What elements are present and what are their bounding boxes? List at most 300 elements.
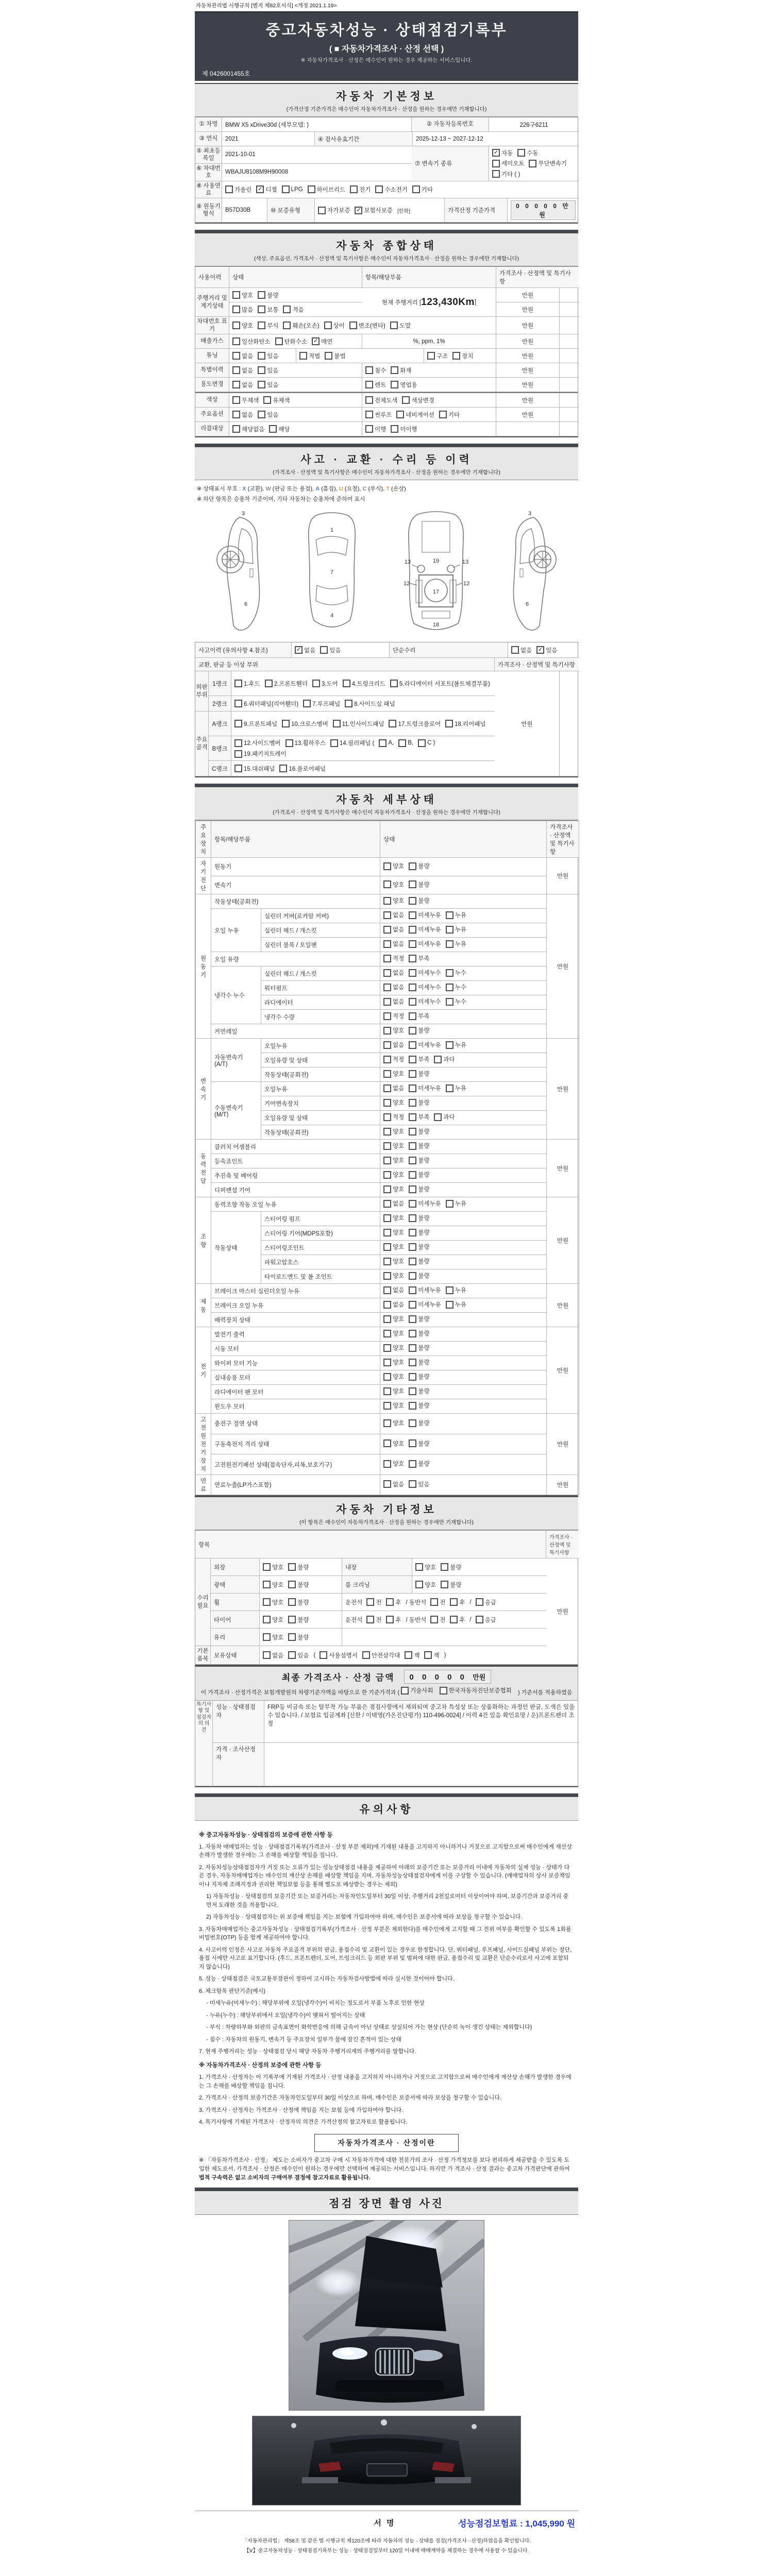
- checkbox-한국자동차진단보증협회[interactable]: 한국자동차진단보증협회: [440, 1686, 512, 1694]
- checkbox-양호[interactable]: [232, 291, 253, 299]
- checkbox-label: 미세누유: [418, 941, 441, 948]
- checkbox-불량[interactable]: [288, 1581, 309, 1589]
- checkbox-icon: [383, 1419, 391, 1427]
- checkbox-icon: [409, 1301, 416, 1309]
- checkbox-수소전기[interactable]: [375, 185, 407, 194]
- checkbox-적정[interactable]: [383, 1012, 404, 1020]
- checkbox-일산화탄소[interactable]: [232, 337, 271, 346]
- checkbox-불량[interactable]: [409, 1401, 429, 1410]
- checkbox-7.루프패널[interactable]: [303, 700, 340, 708]
- checkbox-LPG[interactable]: [282, 185, 303, 193]
- checkbox-과다[interactable]: [434, 1055, 455, 1063]
- checkbox-양호[interactable]: [383, 1401, 404, 1410]
- rankA-row: [209, 711, 495, 736]
- checkbox-icon: [409, 998, 416, 1006]
- checkbox-icon: [405, 1651, 412, 1659]
- checkbox-누유[interactable]: [446, 925, 466, 934]
- checkbox-양호[interactable]: [383, 1156, 404, 1164]
- state-options-브레이크 마스터 실린더오일 누유: [380, 1284, 547, 1298]
- final-price-block: [195, 1666, 578, 1701]
- checkbox-불량[interactable]: [409, 1171, 429, 1179]
- checkbox-없음[interactable]: [232, 352, 253, 360]
- checkbox-양호[interactable]: [383, 1243, 404, 1251]
- checkbox-불량[interactable]: [409, 1098, 429, 1107]
- checkbox-17.트렁크플로어[interactable]: [389, 720, 441, 728]
- checkbox-불량[interactable]: [409, 1026, 429, 1035]
- checkbox-자가보증[interactable]: [318, 206, 350, 214]
- checkbox-구조[interactable]: [427, 352, 448, 360]
- checkbox-미세누수[interactable]: [409, 983, 441, 991]
- checkbox-icon: [409, 1387, 416, 1395]
- checkbox-전기[interactable]: [350, 185, 371, 194]
- checkbox-미세누유[interactable]: [409, 1041, 441, 1049]
- checkbox-양호[interactable]: [383, 1070, 404, 1078]
- checkbox-13.휠하우스[interactable]: [285, 739, 326, 747]
- checkbox-적법[interactable]: [299, 352, 320, 360]
- checkbox-icon: [446, 940, 453, 948]
- checkbox-양호[interactable]: [383, 1329, 404, 1337]
- checkbox-양호[interactable]: [383, 1257, 404, 1265]
- checkbox-양호[interactable]: [383, 1228, 404, 1236]
- checkbox-불량[interactable]: [409, 1315, 429, 1323]
- checkbox-유채색[interactable]: [263, 396, 290, 404]
- checkbox-불량[interactable]: [409, 1419, 429, 1427]
- checkbox-불량[interactable]: [409, 1214, 429, 1222]
- checkbox-label: 적정: [393, 1057, 405, 1063]
- checkbox-후[interactable]: [450, 1598, 465, 1606]
- checkbox-세미오토[interactable]: [492, 159, 524, 167]
- checkbox-썬루프[interactable]: [365, 411, 392, 419]
- checkbox-불량[interactable]: [409, 862, 429, 870]
- checkbox-없음[interactable]: [232, 381, 253, 389]
- checkbox-양호[interactable]: [383, 862, 404, 870]
- checkbox-없음[interactable]: [383, 997, 404, 1006]
- checkbox-불량[interactable]: [409, 1156, 429, 1164]
- item-파워고압호스: 파워고압호스: [261, 1255, 380, 1269]
- checkbox-icon: [415, 1581, 423, 1588]
- checkbox-누유[interactable]: [446, 1041, 466, 1049]
- checkbox-icon: [409, 1460, 416, 1468]
- checkbox-변조(변타)[interactable]: [349, 321, 385, 330]
- field-engine-type-value: B57D30B: [222, 198, 267, 223]
- checkbox-자동[interactable]: [492, 149, 513, 157]
- checkbox-B,[interactable]: [398, 739, 413, 747]
- damage-code-A: A: [315, 486, 320, 492]
- checkbox-5.라디에이터 서포트(볼트체결부품)[interactable]: [390, 680, 490, 688]
- checkbox-미세누유[interactable]: [409, 911, 441, 919]
- checkbox-icon: [409, 911, 416, 919]
- checkbox-양호[interactable]: [383, 880, 404, 889]
- checkbox-없음[interactable]: [383, 1041, 404, 1049]
- checkbox-불량[interactable]: [409, 1185, 429, 1193]
- field-first-reg-label: ⑤ 최초등록일: [195, 146, 222, 164]
- etc-title: 자동차 기타정보: [336, 1504, 437, 1516]
- checkbox-label: 네비게이션: [406, 412, 434, 418]
- checkbox-불량[interactable]: [409, 1243, 429, 1251]
- checkbox-불량[interactable]: [288, 1616, 309, 1624]
- checkbox-가솔린[interactable]: [225, 185, 251, 194]
- checkbox-누유[interactable]: [446, 911, 466, 919]
- checkbox-사용설명서[interactable]: [320, 1651, 358, 1659]
- state-options-브레이크 오일 누유: [380, 1298, 547, 1313]
- checkbox-누유[interactable]: [446, 1300, 466, 1309]
- checkbox-icon: [234, 750, 242, 758]
- checkbox-불량[interactable]: [409, 1070, 429, 1078]
- inspection-photo-rear: [252, 2416, 521, 2505]
- checkbox-네비게이션[interactable]: [396, 411, 434, 419]
- sub-label-자동변속기 (A/T): 자동변속기 (A/T): [211, 1039, 261, 1082]
- checkbox-누유[interactable]: [446, 1286, 466, 1294]
- checkbox-미이행[interactable]: [391, 425, 417, 433]
- checkbox-없음[interactable]: [263, 1651, 283, 1659]
- field-engine-type-label: ⑨ 원동기형식: [195, 198, 222, 223]
- etc-roomcleaning-label: 룸 크리닝: [342, 1576, 412, 1594]
- checkbox-icon: [409, 1419, 416, 1427]
- checkbox-적정[interactable]: [383, 954, 404, 962]
- checkbox-불량[interactable]: [409, 896, 429, 905]
- checkbox-기타[interactable]: [439, 411, 460, 419]
- checkbox-6.쿼터패널(리어휀더)[interactable]: [234, 700, 298, 708]
- checkbox-없음[interactable]: [232, 366, 253, 375]
- checkbox-15.대쉬패널[interactable]: [234, 765, 275, 773]
- form-reference: 자동차관리법 시행규칙 [별지 제82호서식] <개정 2021.1.19>: [196, 3, 337, 9]
- checkbox-icon: [383, 1099, 391, 1107]
- checkbox-색상변경[interactable]: [402, 396, 434, 404]
- checkbox-전체도색[interactable]: [365, 396, 397, 404]
- checkbox-양호[interactable]: [383, 1315, 404, 1323]
- checkbox-label: 장치: [462, 353, 474, 360]
- checkbox-없음[interactable]: [511, 646, 532, 654]
- checkbox-없음[interactable]: [383, 925, 404, 934]
- checkbox-불량[interactable]: [441, 1581, 461, 1589]
- checkbox-불량[interactable]: [409, 1439, 429, 1448]
- notice-item: - 침수 : 자동차의 원동기, 변속기 등 주요장치 일부가 물에 잠긴 흔적이 있는 상태: [206, 2036, 401, 2043]
- checkbox-label: 기타: [421, 187, 433, 193]
- checkbox-불량[interactable]: [409, 1257, 429, 1265]
- checkbox-불량[interactable]: [409, 1272, 429, 1280]
- checkbox-이행[interactable]: [365, 425, 386, 433]
- checkbox-영업용[interactable]: [391, 381, 417, 389]
- checkbox-양호[interactable]: [383, 896, 404, 905]
- checkbox-미세누수[interactable]: [409, 969, 441, 977]
- checkbox-양호[interactable]: [383, 1344, 404, 1352]
- checkbox-불량[interactable]: [409, 1228, 429, 1236]
- field-inspection-value: 2025-12-13 ~ 2027-12-12: [413, 132, 579, 146]
- checkbox-불량[interactable]: [409, 1344, 429, 1352]
- checkbox-무단변속기[interactable]: [529, 159, 567, 167]
- notice-title: 유의사항: [359, 1803, 414, 1816]
- checkbox-label: 양호: [393, 898, 405, 905]
- checkbox-미세누유[interactable]: [409, 940, 441, 948]
- checkbox-응급[interactable]: [476, 1598, 496, 1606]
- checkbox-14.필러패널 ([interactable]: [330, 739, 374, 747]
- price-cell: 만원: [495, 671, 560, 776]
- item-실내송풍 모터: 실내송풍 모터: [211, 1370, 380, 1385]
- checkbox-많음[interactable]: [232, 306, 253, 314]
- checkbox-불량[interactable]: [409, 1387, 429, 1395]
- checkbox-부족[interactable]: [409, 1055, 429, 1063]
- checkbox-label: 양호: [393, 863, 405, 870]
- checkbox-잭[interactable]: [405, 1651, 419, 1659]
- damage-code-W: W: [265, 486, 271, 492]
- checkbox-label: 불량: [418, 1440, 430, 1447]
- checkbox-미세누유[interactable]: [409, 1084, 441, 1092]
- checkbox-label: 일산화탄소: [242, 338, 271, 345]
- checkbox-양호[interactable]: [232, 321, 253, 330]
- checkbox-icon: [409, 1272, 416, 1280]
- checkbox-양호[interactable]: [415, 1563, 436, 1571]
- checkbox-매연[interactable]: [312, 337, 332, 346]
- checkbox-기타[interactable]: [412, 185, 433, 194]
- checkbox-후[interactable]: [386, 1616, 401, 1624]
- checkbox-1.후드[interactable]: [234, 680, 260, 688]
- checkbox-누유[interactable]: [446, 940, 466, 948]
- checkbox-icon: [383, 1402, 391, 1410]
- checkbox-label: 불량: [418, 1215, 430, 1222]
- checkbox-화재[interactable]: [391, 366, 411, 375]
- checkbox-불량[interactable]: [409, 1372, 429, 1381]
- checkbox-양호[interactable]: [383, 1214, 404, 1222]
- checkbox-부족[interactable]: [409, 1012, 429, 1020]
- checkbox-icon: [263, 1581, 271, 1588]
- checkbox-해당없음[interactable]: [232, 425, 264, 433]
- checkbox-기타 ( )[interactable]: [492, 170, 520, 178]
- checkbox-도말[interactable]: [390, 321, 411, 330]
- checkbox-있음[interactable]: [258, 381, 278, 389]
- checkbox-잭[interactable]: [424, 1651, 439, 1659]
- checkbox-보통[interactable]: [258, 306, 278, 314]
- car-damage-diagrams: [195, 506, 578, 642]
- checkbox-양호[interactable]: [263, 1633, 283, 1641]
- checkbox-있음[interactable]: [258, 352, 278, 360]
- checkbox-누유[interactable]: [446, 1084, 466, 1092]
- checkbox-양호[interactable]: [263, 1563, 283, 1571]
- checkbox-C )[interactable]: [418, 739, 435, 747]
- checkbox-18.리어패널[interactable]: [445, 720, 485, 728]
- checkbox-부족[interactable]: [409, 1113, 429, 1121]
- checkbox-탄화수소[interactable]: [275, 337, 307, 346]
- checkbox-전[interactable]: [366, 1598, 381, 1606]
- checkbox-불량[interactable]: [288, 1598, 309, 1606]
- item-브레이크 마스터 실린더오일 누유: 브레이크 마스터 실린더오일 누유: [211, 1284, 380, 1298]
- checkbox-미세누유[interactable]: [409, 1286, 441, 1294]
- damage-code-U: U: [339, 486, 343, 492]
- checkbox-icon: [232, 291, 240, 299]
- checkbox-양호[interactable]: [263, 1616, 283, 1624]
- checkbox-디젤[interactable]: [256, 185, 277, 194]
- checkbox-icon: [232, 306, 240, 313]
- checkbox-label: 이행: [375, 426, 386, 433]
- checkbox-누수[interactable]: [446, 969, 466, 977]
- checkbox-양호[interactable]: [383, 1127, 404, 1136]
- checkbox-양호[interactable]: [383, 1372, 404, 1381]
- row-color-options: [229, 393, 362, 408]
- checkbox-부족[interactable]: [409, 954, 429, 962]
- item-디퍼렌셜 기어: 디퍼렌셜 기어: [211, 1183, 380, 1197]
- item-와이퍼 모터 기능: 와이퍼 모터 기능: [211, 1356, 380, 1370]
- checkbox-보험사보증[interactable]: [355, 206, 393, 214]
- checkbox-적음[interactable]: [283, 306, 304, 314]
- checkbox-양호[interactable]: [383, 1142, 404, 1150]
- checkbox-4.트렁크리드[interactable]: [343, 680, 385, 688]
- checkbox-label: 불량: [267, 292, 279, 299]
- checkbox-불량[interactable]: [258, 291, 278, 299]
- checkbox-label: 양호: [272, 1582, 284, 1588]
- checkbox-무채색[interactable]: [232, 396, 259, 404]
- checkbox-label: 누유: [455, 1086, 466, 1092]
- checkbox-12.사이드멤버[interactable]: [234, 739, 281, 747]
- checkbox-양호[interactable]: [383, 1185, 404, 1193]
- checkbox-없음[interactable]: [383, 1300, 404, 1309]
- checkbox-양호[interactable]: [383, 1439, 404, 1448]
- checkbox-응급[interactable]: [476, 1616, 496, 1624]
- checkbox-양호[interactable]: [263, 1598, 283, 1606]
- checkbox-후[interactable]: [386, 1598, 401, 1606]
- checkbox-icon: [258, 291, 265, 299]
- checkbox-있음[interactable]: [320, 646, 341, 654]
- state-options-실내송풍 모터: [380, 1370, 547, 1385]
- price-cell: 만원: [496, 363, 560, 378]
- checkbox-label: 불량: [418, 1187, 430, 1193]
- rank2-row: [209, 696, 495, 711]
- checkbox-누수[interactable]: [446, 983, 466, 991]
- checkbox-양호[interactable]: [383, 1419, 404, 1427]
- checkbox-있음[interactable]: [536, 646, 557, 654]
- detail-head-item: 항목/해당부품: [211, 821, 380, 858]
- checkbox-훼손(오손)[interactable]: [283, 321, 319, 330]
- checkbox-미세누유[interactable]: [409, 925, 441, 934]
- checkbox-적정[interactable]: [383, 1055, 404, 1063]
- checkbox-A,[interactable]: [379, 739, 394, 747]
- checkbox-있음[interactable]: [258, 411, 278, 419]
- checkbox-불량[interactable]: [409, 1358, 429, 1366]
- checkbox-전[interactable]: [430, 1616, 445, 1624]
- checkbox-불량[interactable]: [441, 1563, 461, 1571]
- checkbox-불량[interactable]: [409, 1142, 429, 1150]
- checkbox-침수[interactable]: [365, 366, 386, 375]
- field-base-price-value: [508, 198, 579, 223]
- checkbox-렌트[interactable]: [365, 381, 386, 389]
- checkbox-3.도어[interactable]: [312, 680, 338, 688]
- checkbox-icon: [446, 926, 453, 934]
- row-main-option-options: [229, 408, 362, 422]
- checkbox-icon: [441, 1563, 448, 1571]
- checkbox-9.프론트패널[interactable]: [234, 720, 277, 728]
- checkbox-8.사이드실 패널[interactable]: [345, 700, 395, 708]
- checkbox-불법[interactable]: [325, 352, 345, 360]
- checkbox-없음[interactable]: [383, 1286, 404, 1294]
- checkbox-양호[interactable]: [383, 1460, 404, 1468]
- checkbox-불량[interactable]: [409, 1329, 429, 1337]
- checkbox-전[interactable]: [366, 1616, 381, 1624]
- checkbox-후[interactable]: [450, 1616, 465, 1624]
- table-row: [195, 146, 412, 164]
- diagram-part-number: 7: [330, 569, 334, 575]
- checkbox-없음[interactable]: [383, 1199, 404, 1208]
- checkbox-없음[interactable]: [383, 969, 404, 977]
- checkbox-checked-icon: ✓: [536, 646, 544, 654]
- checkbox-icon: [492, 170, 500, 178]
- checkbox-부식[interactable]: [258, 321, 278, 330]
- checkbox-icon: [288, 1616, 296, 1623]
- checkbox-양호[interactable]: [383, 1387, 404, 1395]
- checkbox-있음[interactable]: [258, 366, 278, 375]
- checkbox-수동[interactable]: [517, 149, 538, 157]
- checkbox-없음[interactable]: [232, 411, 253, 419]
- etc-interior-label: 내장: [342, 1558, 412, 1576]
- checkbox-양호[interactable]: [383, 1026, 404, 1035]
- checkbox-불량[interactable]: [409, 1127, 429, 1136]
- checkbox-label: 영업용: [400, 382, 417, 388]
- row-emission-row: [195, 334, 578, 349]
- checkbox-label: 양호: [393, 1230, 405, 1236]
- checkbox-양호[interactable]: [415, 1581, 436, 1589]
- checkbox-icon: [288, 1563, 296, 1571]
- checkbox-장치[interactable]: [452, 352, 473, 360]
- row-recall-label: 리콜대상: [195, 422, 229, 436]
- checkbox-하이브리드[interactable]: [308, 185, 346, 194]
- diagram-part-number: 6: [244, 601, 248, 607]
- checkbox-19.패키지트레이[interactable]: [234, 750, 287, 758]
- checkbox-양호[interactable]: [383, 1272, 404, 1280]
- checkbox-label: 탄화수소: [284, 338, 307, 345]
- checkbox-icon: [366, 1598, 374, 1606]
- checkbox-양호[interactable]: [383, 1358, 404, 1366]
- checkbox-label: 적법: [309, 353, 321, 360]
- checkbox-미세누수[interactable]: [409, 997, 441, 1006]
- checkbox-누수[interactable]: [446, 997, 466, 1006]
- checkbox-불량[interactable]: [288, 1633, 309, 1641]
- section-accident-header: [195, 446, 578, 480]
- checkbox-전[interactable]: [430, 1598, 445, 1606]
- checkbox-누유[interactable]: [446, 1199, 466, 1208]
- checkbox-icon: [320, 1651, 327, 1659]
- checkbox-16.플로어패널[interactable]: [279, 765, 326, 773]
- checkbox-없음[interactable]: [383, 940, 404, 948]
- checkbox-과다[interactable]: [434, 1113, 455, 1121]
- checkbox-양호[interactable]: [383, 1171, 404, 1179]
- checkbox-없음[interactable]: [383, 1480, 404, 1488]
- checkbox-해당[interactable]: [269, 425, 290, 433]
- checkbox-있음[interactable]: [288, 1651, 309, 1659]
- checkbox-없음[interactable]: [383, 983, 404, 991]
- checkbox-11.인사이드패널[interactable]: [333, 720, 384, 728]
- item-오일 유량: 오일 유량: [211, 952, 380, 967]
- checkbox-없음[interactable]: [383, 1084, 404, 1092]
- checkbox-10.크로스멤버[interactable]: [282, 720, 328, 728]
- row-stack: [195, 1558, 546, 1665]
- checkbox-상이[interactable]: [324, 321, 345, 330]
- damage-code-T: T: [386, 486, 390, 492]
- checkbox-적정[interactable]: [383, 1113, 404, 1121]
- checkbox-양호[interactable]: [383, 1098, 404, 1107]
- checkbox-없음[interactable]: [295, 646, 315, 654]
- checkbox-없음[interactable]: [383, 911, 404, 919]
- checkbox-양호[interactable]: [263, 1581, 283, 1589]
- checkbox-기술사회[interactable]: 기술사회: [401, 1686, 433, 1694]
- checkbox-icon: [320, 646, 328, 654]
- checkbox-불량[interactable]: [409, 1460, 429, 1468]
- item-윈도우 모터: 윈도우 모터: [211, 1399, 380, 1414]
- checkbox-label: 양호: [393, 1158, 405, 1164]
- checkbox-미세누유[interactable]: [409, 1199, 441, 1208]
- checkbox-있음[interactable]: [409, 1480, 429, 1488]
- checkbox-안전삼각대[interactable]: [362, 1651, 400, 1659]
- checkbox-2.프론트휀더[interactable]: [265, 680, 308, 688]
- checkbox-불량[interactable]: [409, 880, 429, 889]
- checkbox-불량[interactable]: [288, 1563, 309, 1571]
- checkbox-미세누유[interactable]: [409, 1300, 441, 1309]
